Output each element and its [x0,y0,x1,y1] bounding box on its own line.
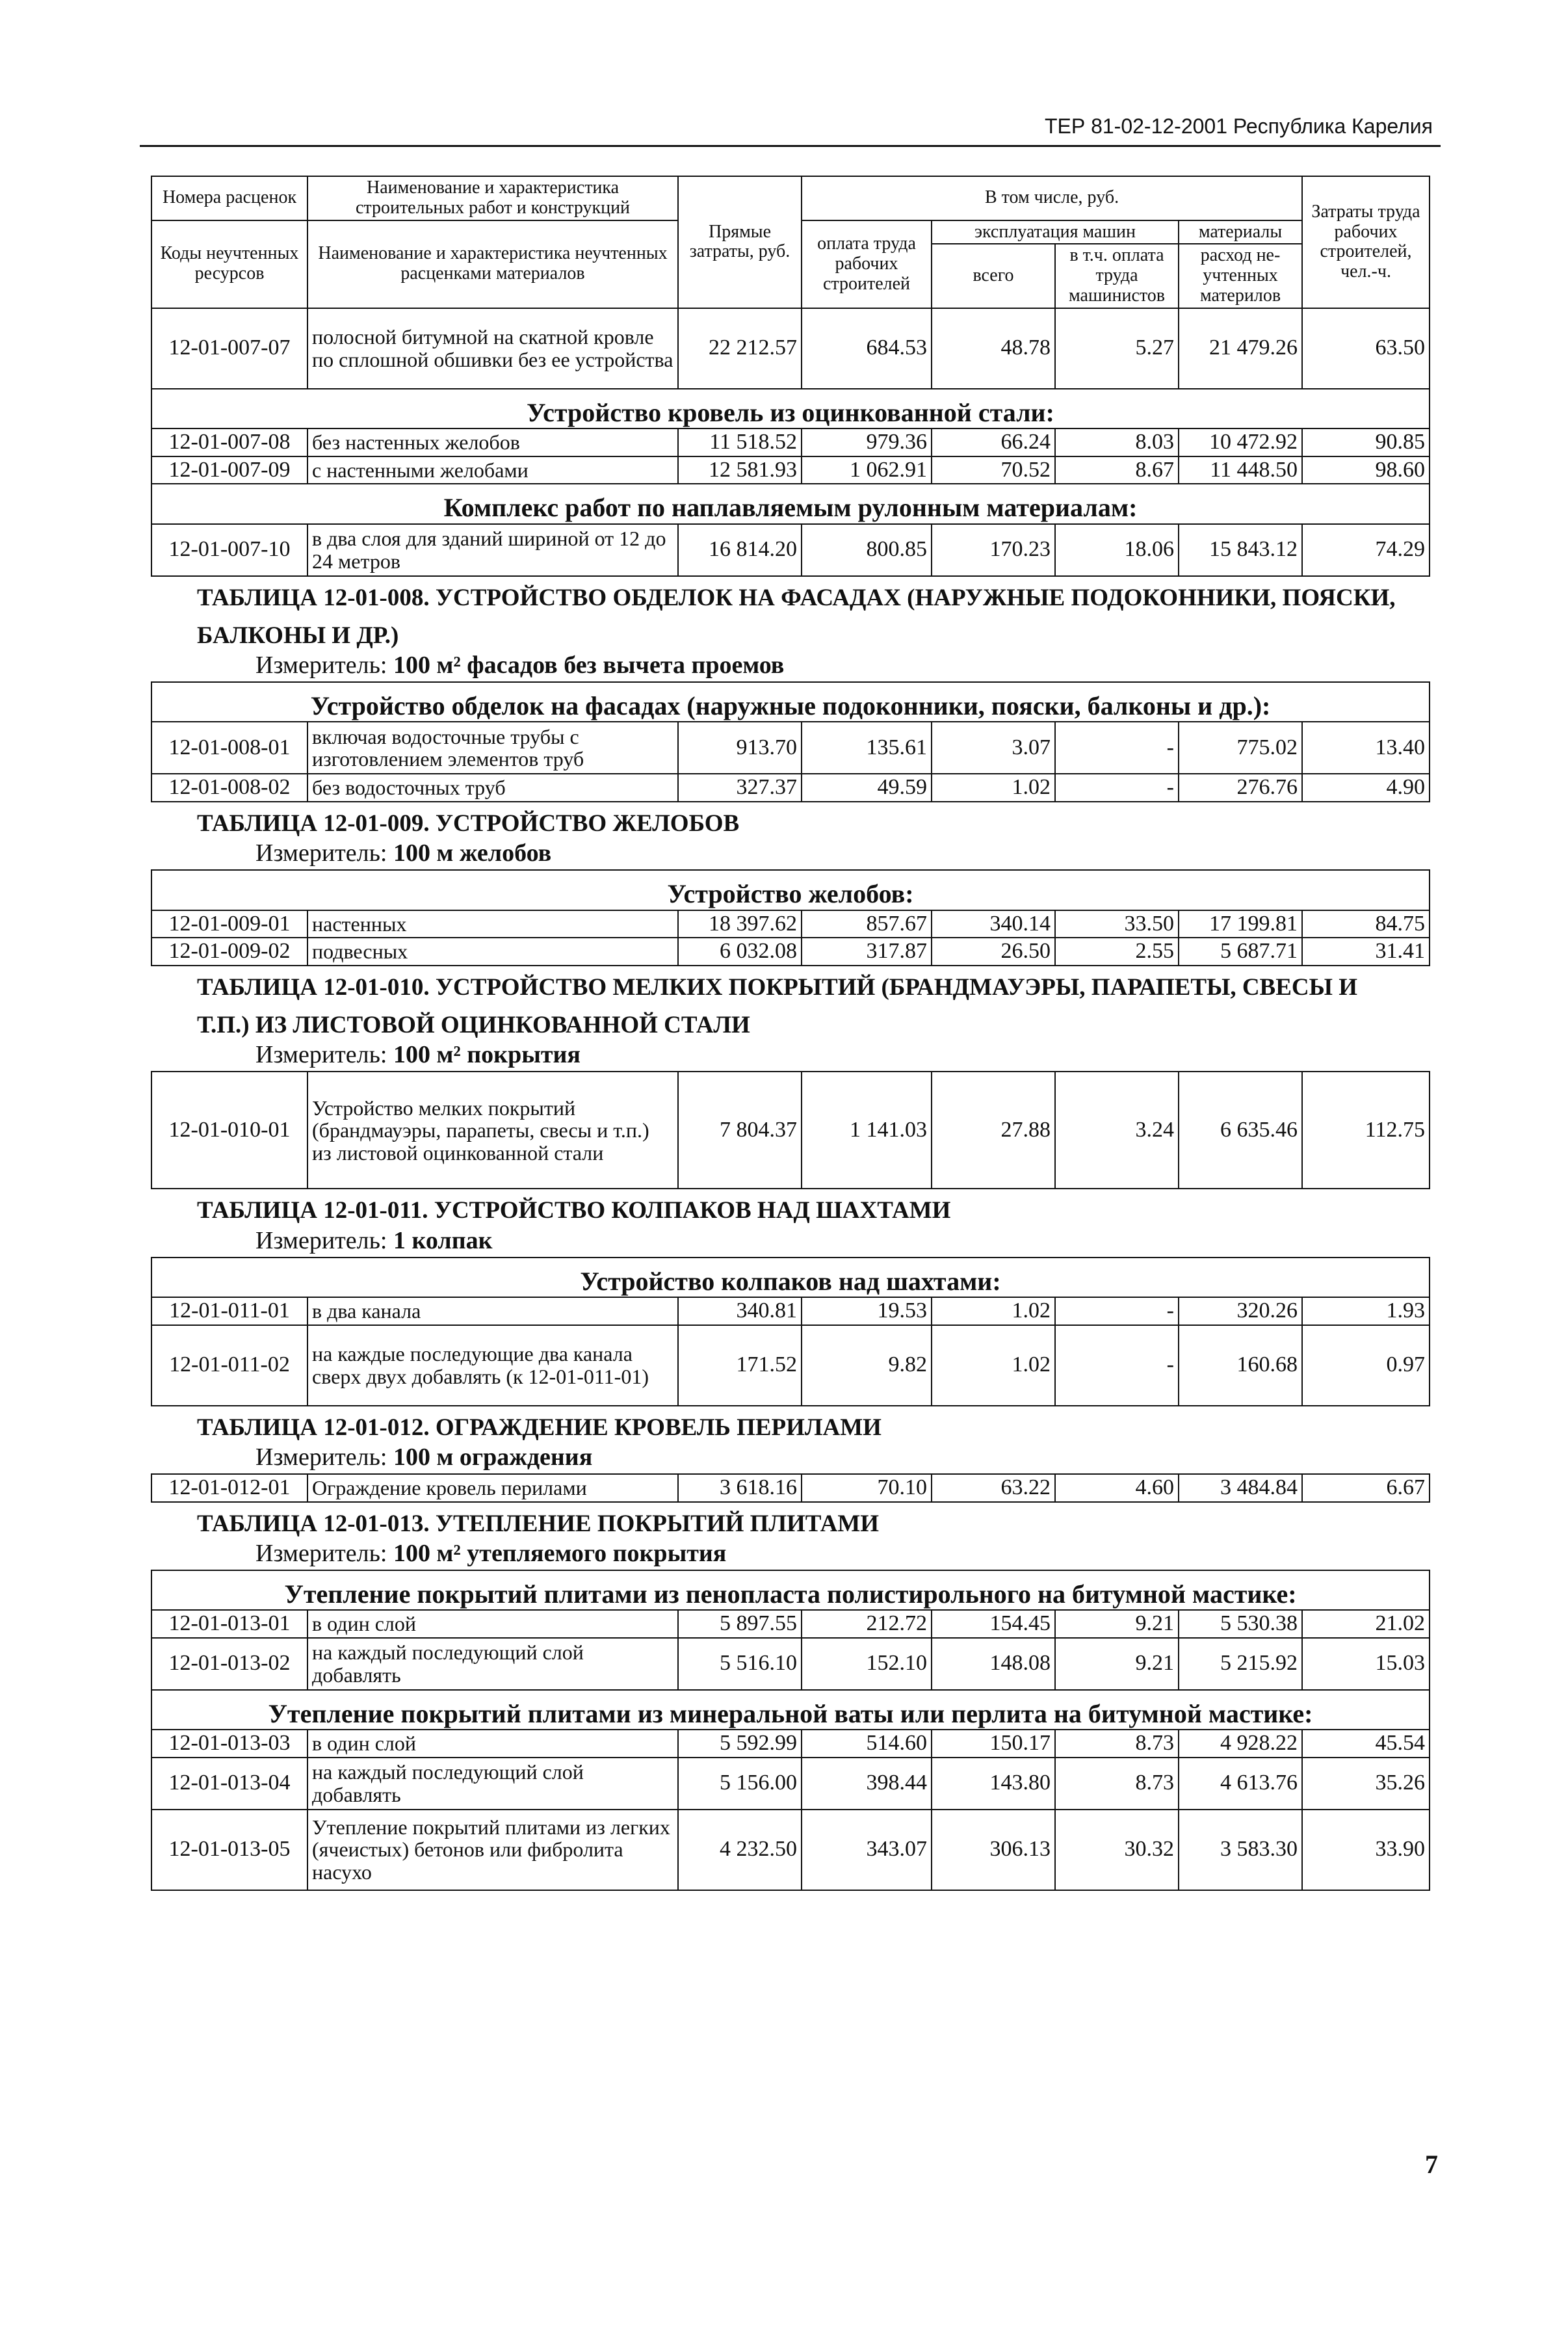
rates-table-body [151,308,1430,1890]
rate-labor: 21.02 [1302,1610,1430,1638]
group-row [151,1258,1430,1297]
col-code-top: Номера расценок [151,176,307,220]
measure-value: 100 м² утепляемого покрытия [393,1539,727,1567]
rate-name: Ограждение кровель перилами [307,1474,678,1502]
group-row [151,1570,1430,1610]
group-heading: Устройство обделок на фасадах (наружные подоконники, пояски, балконы и др.): [151,682,1430,722]
rate-mat: 160.68 [1179,1325,1302,1406]
rate-code: 12-01-008-01 [151,722,307,774]
rate-mach-pay: 9.21 [1055,1638,1179,1690]
rate-pay: 317.87 [802,938,932,966]
rate-direct: 5 156.00 [678,1758,802,1810]
table-row [151,428,1430,456]
table-title-row [151,802,1430,840]
table-row [151,1325,1430,1406]
table-title [151,1004,1430,1042]
col-mach-total: всего [932,244,1055,308]
rate-direct: 5 516.10 [678,1638,802,1690]
rate-mach: 154.45 [932,1610,1055,1638]
table-row [151,1610,1430,1638]
measure-value: 100 м² покрытия [393,1041,581,1069]
rate-mach: 70.52 [932,456,1055,484]
rate-mach: 148.08 [932,1638,1055,1690]
rate-mach: 1.02 [932,1297,1055,1325]
measure-label: Измеритель: [255,1443,387,1471]
rate-code: 12-01-010-01 [151,1072,307,1189]
rate-code: 12-01-007-08 [151,428,307,456]
rate-pay: 979.36 [802,428,932,456]
rate-code: 12-01-007-09 [151,456,307,484]
rate-name: с настенными желобами [307,456,678,484]
rate-labor: 15.03 [1302,1638,1430,1690]
col-mat: материалы [1179,220,1302,244]
rate-name: настенных [307,910,678,938]
group-row [151,682,1430,722]
group-heading: Утепление покрытий плитами из минеральной ваты или перлита на битумной мастике: [151,1690,1430,1730]
rate-mat: 276.76 [1179,774,1302,802]
table-title-row [151,614,1430,652]
table-title-row [151,966,1430,1004]
table-row [151,1758,1430,1810]
measure-unit [151,652,1430,682]
rate-name: Утепление покрытий плитами из легких (ячеистых) бетонов или фибролита насухо [307,1810,678,1890]
table-title-row [151,1004,1430,1042]
rate-direct: 11 518.52 [678,428,802,456]
measure-unit [151,1444,1430,1474]
table-title-text: ТАБЛИЦА 12-01-011. УСТРОЙСТВО КОЛПАКОВ НАД ШАХТАМИ [197,1197,951,1224]
rate-mat: 4 613.76 [1179,1758,1302,1810]
rate-name: в один слой [307,1730,678,1758]
measure-value: 1 колпак [393,1226,493,1254]
rate-mach-pay: - [1055,774,1179,802]
rate-name: Устройство мелких покрытий (брандмауэры, парапеты, свесы и т.п.) из листовой оцинкованной стали [307,1072,678,1189]
rate-pay: 514.60 [802,1730,932,1758]
measure-unit [151,840,1430,870]
rate-code: 12-01-009-01 [151,910,307,938]
table-title [151,802,1430,840]
measure-label: Измеритель: [255,1226,387,1254]
rate-direct: 3 618.16 [678,1474,802,1502]
rate-pay: 398.44 [802,1758,932,1810]
measure-row [151,1444,1430,1474]
rate-mach-pay: 30.32 [1055,1810,1179,1890]
table-title-text: ТАБЛИЦА 12-01-012. ОГРАЖДЕНИЕ КРОВЕЛЬ ПЕРИЛАМИ [197,1414,882,1441]
measure-unit [151,1540,1430,1570]
table-title [151,614,1430,652]
rate-code: 12-01-013-03 [151,1730,307,1758]
table-title-text: ТАБЛИЦА 12-01-008. УСТРОЙСТВО ОБДЕЛОК НА ФАСАДАХ (НАРУЖНЫЕ ПОДОКОННИКИ, ПОЯСКИ, [197,584,1396,611]
col-labor: Затраты труда рабочих строителей, чел.-ч. [1302,176,1430,308]
group-row [151,484,1430,523]
table-row [151,1730,1430,1758]
measure-label: Измеритель: [255,839,387,867]
rate-labor: 63.50 [1302,308,1430,389]
measure-row [151,1042,1430,1072]
rate-mat: 320.26 [1179,1297,1302,1325]
rate-direct: 171.52 [678,1325,802,1406]
rate-mat: 17 199.81 [1179,910,1302,938]
rate-name: на каждые последующие два канала сверх двух добавлять (к 12-01-011-01) [307,1325,678,1406]
rate-code: 12-01-011-02 [151,1325,307,1406]
table-row [151,1297,1430,1325]
table-row [151,910,1430,938]
rate-labor: 6.67 [1302,1474,1430,1502]
group-heading: Комплекс работ по наплавляемым рулонным материалам: [151,484,1430,523]
rate-mach: 143.80 [932,1758,1055,1810]
col-name-top: Наименование и характеристика строительных работ и конструкций [307,176,678,220]
group-heading: Устройство колпаков над шахтами: [151,1258,1430,1297]
rate-code: 12-01-013-02 [151,1638,307,1690]
rate-name: подвесных [307,938,678,966]
rate-mat: 11 448.50 [1179,456,1302,484]
table-row [151,722,1430,774]
rate-direct: 913.70 [678,722,802,774]
rate-code: 12-01-012-01 [151,1474,307,1502]
running-header: ТЕР 81-02-12-2001 Республика Карелия [1044,114,1433,138]
rate-pay: 19.53 [802,1297,932,1325]
rate-mat: 775.02 [1179,722,1302,774]
rate-mat: 15 843.12 [1179,524,1302,576]
rate-labor: 1.93 [1302,1297,1430,1325]
table-title [151,1189,1430,1227]
header-rule [140,145,1441,147]
group-row [151,389,1430,428]
rate-direct: 5 592.99 [678,1730,802,1758]
table-row [151,308,1430,389]
rates-table-container [151,176,1429,1891]
table-row [151,1072,1430,1189]
group-heading: Утепление покрытий плитами из пенопласта полистирольного на битумной мастике: [151,1570,1430,1610]
measure-row [151,652,1430,682]
table-title [151,1502,1430,1540]
rate-mat: 10 472.92 [1179,428,1302,456]
rate-mat: 3 484.84 [1179,1474,1302,1502]
rate-labor: 0.97 [1302,1325,1430,1406]
rate-mat: 5 215.92 [1179,1638,1302,1690]
table-title-row [151,1406,1430,1444]
rate-mach-pay: 3.24 [1055,1072,1179,1189]
table-row [151,774,1430,802]
measure-unit [151,1042,1430,1072]
rate-mat: 3 583.30 [1179,1810,1302,1890]
rate-mach: 66.24 [932,428,1055,456]
rate-mat: 5 687.71 [1179,938,1302,966]
rate-direct: 16 814.20 [678,524,802,576]
rate-name: без водосточных труб [307,774,678,802]
rate-name: включая водосточные трубы с изготовлением элементов труб [307,722,678,774]
rate-pay: 1 062.91 [802,456,932,484]
table-title [151,1406,1430,1444]
rate-name: на каждый последующий слой добавлять [307,1638,678,1690]
rate-mach-pay: 5.27 [1055,308,1179,389]
rate-labor: 90.85 [1302,428,1430,456]
table-row [151,1638,1430,1690]
rate-direct: 5 897.55 [678,1610,802,1638]
rate-direct: 22 212.57 [678,308,802,389]
rate-mach-pay: - [1055,1297,1179,1325]
table-row [151,1810,1430,1890]
rate-mach: 1.02 [932,774,1055,802]
table-row [151,938,1430,966]
rate-labor: 31.41 [1302,938,1430,966]
rate-pay: 800.85 [802,524,932,576]
rate-name: без настенных желобов [307,428,678,456]
rate-direct: 4 232.50 [678,1810,802,1890]
col-direct: Прямые затраты, руб. [678,176,802,308]
rate-pay: 1 141.03 [802,1072,932,1189]
rate-direct: 7 804.37 [678,1072,802,1189]
col-mach: эксплуатация машин [932,220,1179,244]
rate-pay: 9.82 [802,1325,932,1406]
measure-value: 100 м² фасадов без вычета проемов [393,652,785,679]
rate-code: 12-01-013-05 [151,1810,307,1890]
rate-mach: 170.23 [932,524,1055,576]
table-title-text: ТАБЛИЦА 12-01-009. УСТРОЙСТВО ЖЕЛОБОВ [197,810,740,837]
rate-pay: 343.07 [802,1810,932,1890]
rate-code: 12-01-009-02 [151,938,307,966]
rates-table [151,176,1430,1891]
rate-code: 12-01-013-04 [151,1758,307,1810]
rate-name: на каждый последующий слой добавлять [307,1758,678,1810]
rate-name: в один слой [307,1610,678,1638]
rate-code: 12-01-011-01 [151,1297,307,1325]
rate-mach-pay: 8.03 [1055,428,1179,456]
table-title-row [151,1189,1430,1227]
rate-mach: 48.78 [932,308,1055,389]
col-pay: оплата труда рабочих строителей [802,220,932,308]
rate-labor: 84.75 [1302,910,1430,938]
rate-mach-pay: 4.60 [1055,1474,1179,1502]
measure-row [151,840,1430,870]
table-row [151,524,1430,576]
rate-mach: 26.50 [932,938,1055,966]
rate-code: 12-01-007-07 [151,308,307,389]
col-mach-pay: в т.ч. оплата труда машинистов [1055,244,1179,308]
rate-code: 12-01-008-02 [151,774,307,802]
col-name-bottom: Наименование и характеристика неучтенных расценками материалов [307,220,678,308]
rate-pay: 684.53 [802,308,932,389]
page-number: 7 [1425,2150,1438,2179]
rate-mach: 3.07 [932,722,1055,774]
measure-label: Измеритель: [255,1539,387,1567]
rate-direct: 12 581.93 [678,456,802,484]
rate-mach-pay: 8.73 [1055,1758,1179,1810]
table-title-text: ТАБЛИЦА 12-01-010. УСТРОЙСТВО МЕЛКИХ ПОКРЫТИЙ (БРАНДМАУЭРЫ, ПАРАПЕТЫ, СВЕСЫ И [197,973,1357,1001]
rate-mach: 1.02 [932,1325,1055,1406]
rate-pay: 135.61 [802,722,932,774]
rate-mach-pay: - [1055,1325,1179,1406]
rate-labor: 45.54 [1302,1730,1430,1758]
rate-mach: 150.17 [932,1730,1055,1758]
rate-mach: 27.88 [932,1072,1055,1189]
group-row [151,870,1430,910]
measure-row [151,1228,1430,1258]
rate-mach-pay: 9.21 [1055,1610,1179,1638]
rate-mach-pay: 8.67 [1055,456,1179,484]
rate-direct: 6 032.08 [678,938,802,966]
rate-direct: 327.37 [678,774,802,802]
rate-pay: 857.67 [802,910,932,938]
group-row [151,1690,1430,1730]
rate-code: 12-01-007-10 [151,524,307,576]
table-title-row [151,1502,1430,1540]
rate-pay: 212.72 [802,1610,932,1638]
rate-mach: 306.13 [932,1810,1055,1890]
rate-name: в два слоя для зданий шириной от 12 до 24 метров [307,524,678,576]
rate-mach-pay: - [1055,722,1179,774]
table-title [151,576,1430,614]
table-title [151,966,1430,1004]
rate-labor: 35.26 [1302,1758,1430,1810]
measure-unit [151,1228,1430,1258]
rate-labor: 112.75 [1302,1072,1430,1189]
measure-value: 100 м ограждения [393,1443,593,1471]
col-code-bottom: Коды неучтенных ресурсов [151,220,307,308]
col-mat-sub: расход не-учтенных материлов [1179,244,1302,308]
rate-direct: 340.81 [678,1297,802,1325]
rate-mach: 63.22 [932,1474,1055,1502]
rate-mach-pay: 18.06 [1055,524,1179,576]
measure-label: Измеритель: [255,652,387,679]
rate-name: в два канала [307,1297,678,1325]
rate-code: 12-01-013-01 [151,1610,307,1638]
rate-labor: 33.90 [1302,1810,1430,1890]
group-heading: Устройство кровель из оцинкованной стали: [151,389,1430,428]
table-row [151,456,1430,484]
table-title-text: БАЛКОНЫ И ДР.) [197,622,399,649]
measure-value: 100 м желобов [393,839,552,867]
table-title-text: ТАБЛИЦА 12-01-013. УТЕПЛЕНИЕ ПОКРЫТИЙ ПЛИТАМИ [197,1510,880,1537]
rate-mach-pay: 2.55 [1055,938,1179,966]
rate-direct: 18 397.62 [678,910,802,938]
rate-mat: 21 479.26 [1179,308,1302,389]
table-title-text: Т.П.) ИЗ ЛИСТОВОЙ ОЦИНКОВАННОЙ СТАЛИ [197,1012,750,1039]
measure-label: Измеритель: [255,1041,387,1069]
group-heading: Устройство желобов: [151,870,1430,910]
measure-row [151,1540,1430,1570]
rate-mach: 340.14 [932,910,1055,938]
rate-name: полосной битумной на скатной кровле по сплошной обшивки без ее устройства [307,308,678,389]
rate-mat: 5 530.38 [1179,1610,1302,1638]
rate-labor: 4.90 [1302,774,1430,802]
rate-pay: 152.10 [802,1638,932,1690]
rate-labor: 74.29 [1302,524,1430,576]
rate-pay: 49.59 [802,774,932,802]
rate-mat: 6 635.46 [1179,1072,1302,1189]
table-row [151,1474,1430,1502]
col-incl: В том числе, руб. [802,176,1302,220]
rate-mach-pay: 8.73 [1055,1730,1179,1758]
rate-labor: 13.40 [1302,722,1430,774]
rate-mach-pay: 33.50 [1055,910,1179,938]
rate-mat: 4 928.22 [1179,1730,1302,1758]
rate-labor: 98.60 [1302,456,1430,484]
table-title-row [151,576,1430,614]
rate-pay: 70.10 [802,1474,932,1502]
